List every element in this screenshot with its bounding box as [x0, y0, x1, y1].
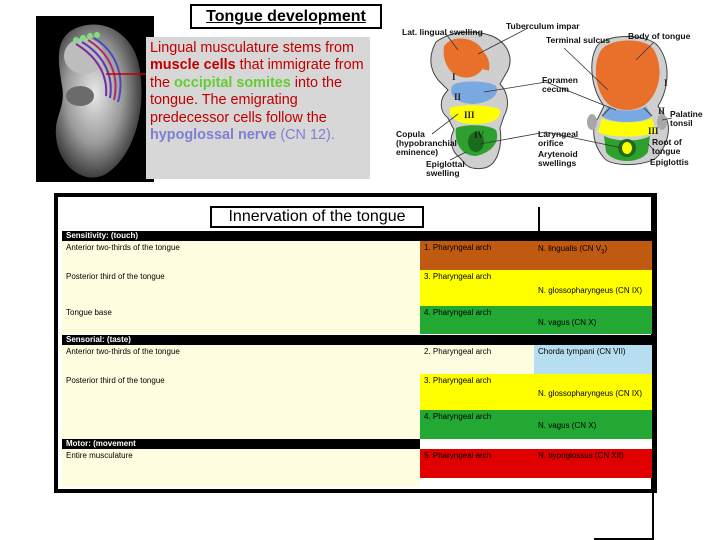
arch-cell: 4. Pharyngeal arch	[420, 306, 534, 334]
table-divider	[652, 493, 654, 540]
section-header-sensitivity: Sensitivity: (touch)	[62, 231, 652, 241]
region-cell	[62, 410, 420, 439]
tongue-development-diagram	[396, 20, 706, 180]
table-footer-strip	[62, 478, 420, 487]
nerve-cell	[534, 241, 652, 270]
arch-numeral-right-1: I	[664, 78, 668, 88]
nerve-cell: N. hypoglossus (CN XII)	[534, 449, 652, 478]
region-cell: Anterior two-thirds of the tongue	[62, 345, 420, 374]
label-terminal-sulcus: Terminal sulcus	[546, 35, 611, 45]
label-arytenoid-swellings: Arytenoid swellings	[538, 149, 578, 168]
label-tuberculum-impar: Tuberculum impar	[506, 21, 580, 31]
header-spacer	[420, 439, 652, 449]
muscle-cells-term: muscle cells	[150, 57, 236, 74]
arch-cell: 2. Pharyngeal arch	[420, 345, 534, 374]
embryo-image	[36, 16, 154, 182]
label-laryngeal-orifice: Laryngeal orifice	[538, 129, 579, 148]
nerve-name-end: )	[604, 244, 608, 253]
arch-numeral-left-2: II	[454, 92, 462, 102]
occipital-somites-term: occipital somites	[174, 74, 291, 91]
description-part: Lingual musculature stems from	[150, 40, 354, 56]
arch-numeral-right-2: II	[658, 106, 666, 116]
table-title: Innervation of the tongue	[210, 206, 424, 228]
hypoglossal-nerve-term: hypoglossal nerve	[150, 127, 277, 144]
description-part: that immigrate from the	[150, 57, 364, 91]
slide-title: Tongue development	[190, 4, 382, 29]
nerve-subscript: 3	[601, 249, 605, 256]
label-copula: Copula (hypobranchial eminence)	[396, 129, 457, 157]
nerve-cell: N. glossopharyngeus (CN IX)	[534, 374, 652, 410]
region-cell: Anterior two-thirds of the tongue	[62, 241, 420, 270]
section-header-motor: Motor: (movement	[62, 439, 420, 449]
region-cell: Posterior third of the tongue	[62, 270, 420, 306]
arch-numeral-left-3: III	[464, 110, 475, 120]
label-root-of-tongue: Root of tongue	[652, 137, 682, 156]
label-palatine-tonsil: Palatine tonsil	[670, 109, 703, 128]
arch-numeral-left-4: IV	[474, 130, 485, 140]
nerve-cell: N. glossopharyngeus (CN IX)	[534, 270, 652, 306]
nerve-cell: N. vagus (CN X)	[534, 306, 652, 334]
region-cell: Posterior third of the tongue	[62, 374, 420, 410]
label-epiglottal-swelling: Epiglottal swelling	[426, 159, 465, 178]
label-body-of-tongue: Body of tongue	[628, 31, 691, 41]
arch-numeral-left-1: I	[452, 72, 456, 82]
label-epiglottis: Epiglottis	[650, 157, 689, 167]
description-text	[146, 37, 370, 179]
label-foramen-cecum: Foramen cecum	[542, 75, 578, 94]
nerve-cell: N. vagus (CN X)	[534, 410, 652, 439]
arch-cell: 5. Pharyngeal arch	[420, 449, 534, 478]
table-divider	[538, 207, 540, 233]
description-part: (CN 12).	[276, 127, 335, 144]
arch-cell: 3. Pharyngeal arch	[420, 374, 534, 410]
arch-cell: 3. Pharyngeal arch	[420, 270, 534, 306]
region-cell: Entire musculature	[62, 449, 420, 478]
section-header-sensorial: Sensorial: (taste)	[62, 335, 652, 345]
arch-numeral-right-3: III	[648, 126, 659, 136]
arch-cell: 1. Pharyngeal arch	[420, 241, 534, 270]
description-part: into the tongue. The emigrating predecessor cells follow the	[150, 74, 342, 126]
region-cell: Tongue base	[62, 306, 420, 334]
arch-cell: 4. Pharyngeal arch	[420, 410, 534, 439]
label-lat-lingual-swelling: Lat. lingual swelling	[402, 27, 483, 37]
nerve-cell: Chorda tympani (CN VII)	[534, 345, 652, 374]
nerve-name: N. lingualis (CN V	[538, 244, 602, 253]
